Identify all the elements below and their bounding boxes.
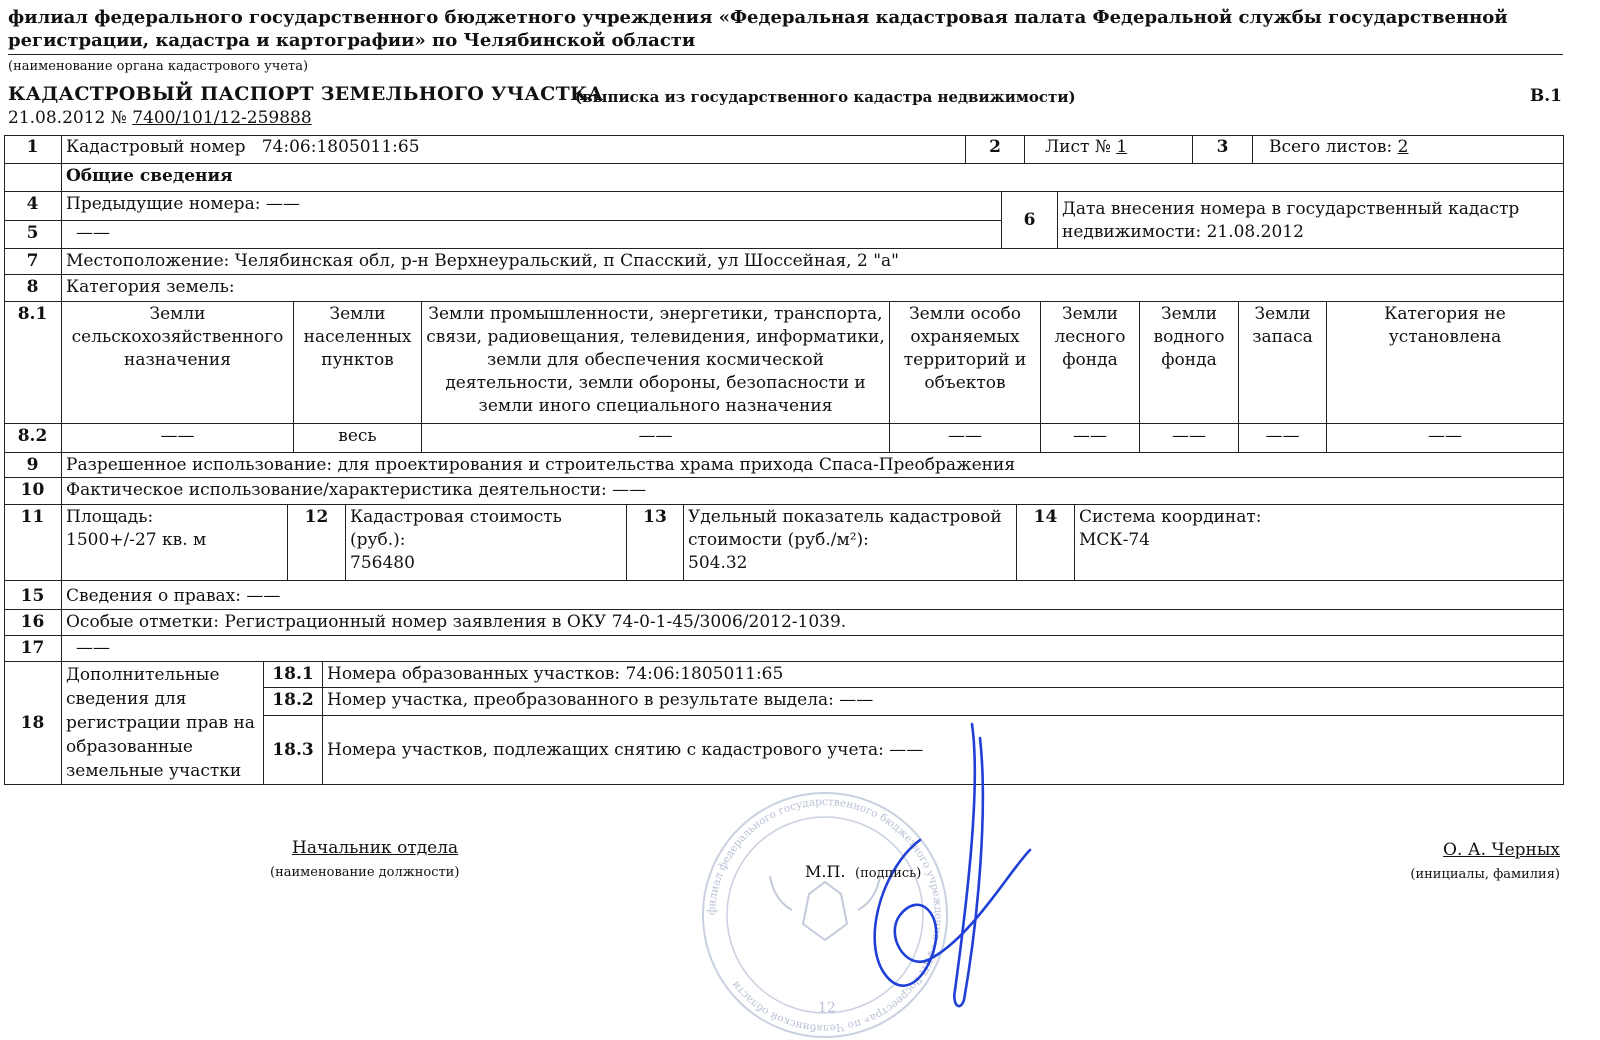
- category-header-industry: Земли промышленности, энергетики, транспорта, связи, радиовещания, телевидения, информатики, земли для обеспечения космической деятельности, земли обороны, безопасности и земли иного специального назначения: [422, 302, 890, 424]
- actual-use-cell: [62, 478, 1564, 505]
- document-date: 21.08.2012: [8, 108, 106, 128]
- previous-numbers-label: Предыдущие номера:: [66, 194, 261, 214]
- rights-cell: [62, 581, 1564, 610]
- permitted-use-cell: [62, 453, 1564, 478]
- permitted-use-label: Разрешенное использование:: [66, 455, 333, 475]
- sheet-label: Лист №: [1045, 137, 1111, 157]
- number-prefix: №: [110, 108, 127, 128]
- cadastral-number-label: Кадастровый номер: [66, 137, 246, 157]
- special-notes-cell: [62, 610, 1564, 636]
- row-num: 18.3: [264, 716, 323, 785]
- specific-value-value: 504.32: [688, 553, 748, 573]
- category-header-water: Земли водного фонда: [1140, 302, 1239, 424]
- formed-plots-value: 74:06:1805011:65: [625, 664, 784, 684]
- additional-info-label: Дополнительные сведения для регистрации прав на образованные земельные участки: [62, 662, 264, 785]
- row-num: 14: [1017, 505, 1075, 581]
- row-num: 17: [4, 636, 62, 662]
- sheet-number-cell: [1025, 135, 1193, 164]
- category-header-agricultural: Земли сельскохозяйственного назначения: [62, 302, 294, 424]
- transformed-plot-cell: [323, 688, 1564, 716]
- special-notes-value: Регистрационный номер заявления в ОКУ 74-0-1-45/3006/2012-1039.: [224, 612, 847, 632]
- signer-position: Начальник отдела: [292, 838, 459, 858]
- category-value: ——: [1239, 424, 1327, 453]
- category-value: ——: [1041, 424, 1140, 453]
- row-num: 8: [4, 275, 62, 302]
- registration-date-value: 21.08.2012: [1206, 222, 1304, 242]
- actual-use-label: Фактическое использование/характеристика деятельности:: [66, 480, 607, 500]
- specific-value-label: Удельный показатель кадастровой стоимости (руб./м²):: [688, 507, 1002, 550]
- signer-name-caption: (инициалы, фамилия): [1410, 867, 1560, 882]
- cadastral-number-cell: [62, 135, 966, 164]
- category-header-settlements: Земли населенных пунктов: [294, 302, 422, 424]
- row-num: 8.1: [4, 302, 62, 424]
- category-value: ——: [422, 424, 890, 453]
- row-num: 15: [4, 581, 62, 610]
- cadastral-value-cell: [346, 505, 627, 581]
- row-num: 8.2: [4, 424, 62, 453]
- cadastral-value-value: 756480: [350, 553, 415, 573]
- row-num: 7: [4, 249, 62, 275]
- previous-numbers-value: ——: [265, 194, 300, 214]
- category-value: весь: [294, 424, 422, 453]
- formed-plots-label: Номера образованных участков:: [327, 664, 621, 684]
- land-category-label: Категория земель:: [62, 275, 1564, 302]
- row-num: 16: [4, 610, 62, 636]
- org-name: филиал федерального государственного бюджетного учреждения «Федеральная кадастровая палата Федеральной службы государственной регистрации, кадастра и картографии» по Челябинской области: [8, 7, 1508, 51]
- actual-use-value: ——: [612, 480, 647, 500]
- area-label: Площадь:: [66, 507, 154, 527]
- coordinate-system-value: МСК-74: [1079, 530, 1150, 550]
- row-num: 18.1: [264, 662, 323, 688]
- row-num: 6: [1002, 192, 1058, 249]
- specific-value-cell: [684, 505, 1017, 581]
- area-cell: [62, 505, 288, 581]
- category-value: ——: [1327, 424, 1564, 453]
- row-num: 5: [4, 221, 62, 249]
- total-sheets-cell: [1253, 135, 1564, 164]
- row-num: 3: [1193, 135, 1253, 164]
- special-notes-label: Особые отметки:: [66, 612, 219, 632]
- row-num: 13: [627, 505, 684, 581]
- registration-date-label: Дата внесения номера в государственный кадастр недвижимости:: [1062, 199, 1520, 242]
- rights-value: ——: [246, 586, 281, 606]
- seal-place-label: М.П.: [805, 862, 846, 881]
- category-header-forest: Земли лесного фонда: [1041, 302, 1140, 424]
- permitted-use-value: для проектирования и строительства храма прихода Спаса-Преображения: [337, 455, 1016, 475]
- row-num: 18: [4, 662, 62, 785]
- category-value: ——: [890, 424, 1041, 453]
- passport-table: [4, 135, 1564, 804]
- removed-plots-value: ——: [889, 739, 924, 760]
- org-rule: [8, 54, 1563, 55]
- category-header-reserve: Земли запаса: [1239, 302, 1327, 424]
- empty-num-cell: [4, 164, 62, 192]
- row-num: 9: [4, 453, 62, 478]
- row17-value: ——: [62, 636, 1564, 662]
- location-value: Челябинская обл, р-н Верхнеуральский, п Спасский, ул Шоссейная, 2 "а": [234, 251, 899, 271]
- category-header-unset: Категория не установлена: [1327, 302, 1564, 424]
- transformed-plot-label: Номер участка, преобразованного в результате выдела:: [327, 690, 834, 710]
- cadastral-value-label: Кадастровая стоимость (руб.):: [350, 507, 562, 550]
- rights-label: Сведения о правах:: [66, 586, 241, 606]
- area-value: 1500+/-27 кв. м: [66, 530, 207, 550]
- row-num: 11: [4, 505, 62, 581]
- removed-plots-label: Номера участков, подлежащих снятию с кадастрового учета:: [327, 739, 884, 760]
- cadastral-number-value: 74:06:1805011:65: [261, 137, 420, 157]
- sheet-value: 1: [1116, 137, 1128, 157]
- signer-position-caption: (наименование должности): [270, 865, 460, 880]
- document-subtitle: (выписка из государственного кадастра недвижимости): [575, 88, 1076, 106]
- signature-caption: (подпись): [855, 866, 922, 881]
- form-code: В.1: [1529, 86, 1562, 106]
- document-title: КАДАСТРОВЫЙ ПАСПОРТ ЗЕМЕЛЬНОГО УЧАСТКА: [8, 83, 604, 105]
- document-date-number: [8, 108, 312, 128]
- stamp-number: 12: [818, 1000, 836, 1016]
- transformed-plot-value: ——: [839, 690, 874, 710]
- document-number: 7400/101/12-259888: [132, 108, 312, 128]
- row-num: 10: [4, 478, 62, 505]
- location-label: Местоположение:: [66, 251, 230, 271]
- registration-date-cell: [1058, 192, 1564, 249]
- row-num: 4: [4, 192, 62, 221]
- coordinate-system-cell: [1075, 505, 1564, 581]
- row-num: 18.2: [264, 688, 323, 716]
- row-num: 12: [288, 505, 346, 581]
- formed-plots-cell: [323, 662, 1564, 688]
- row-num: 2: [966, 135, 1025, 164]
- category-value: ——: [62, 424, 294, 453]
- row-num: 1: [4, 135, 62, 164]
- general-section-heading: Общие сведения: [62, 164, 1564, 192]
- location-cell: [62, 249, 1564, 275]
- total-sheets-label: Всего листов:: [1269, 137, 1393, 157]
- category-value: ——: [1140, 424, 1239, 453]
- stamp-text: филиал федерального государственного бюджетного учреждения «ФКП Росреестра» по Челябинской области: [705, 795, 945, 1035]
- org-caption: (наименование органа кадастрового учета): [8, 59, 309, 74]
- row5-value: ——: [62, 221, 1002, 249]
- signer-name: О. А. Черных: [1443, 840, 1560, 860]
- category-header-protected: Земли особо охраняемых территорий и объектов: [890, 302, 1041, 424]
- previous-numbers-cell: [62, 192, 1002, 221]
- coordinate-system-label: Система координат:: [1079, 507, 1262, 527]
- total-sheets-value: 2: [1397, 137, 1409, 157]
